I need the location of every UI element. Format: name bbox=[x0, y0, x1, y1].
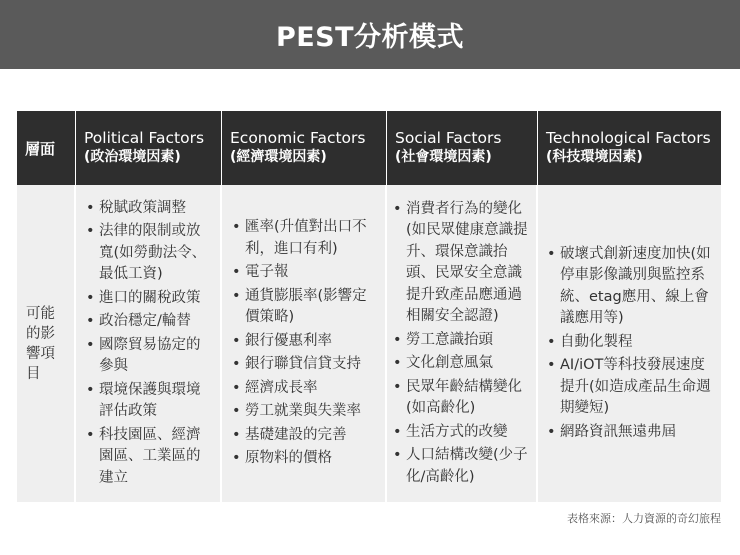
header-row bbox=[17, 111, 721, 185]
pest-table bbox=[17, 111, 721, 502]
list-item: • 環境保護與環境評估政策 bbox=[86, 380, 214, 423]
list-item: • 進口的關稅政策 bbox=[86, 288, 214, 310]
row-label: 可能的影響項目 bbox=[17, 185, 76, 502]
header-economic-en: Economic Factors bbox=[230, 129, 366, 147]
list-item: • 電子報 bbox=[232, 262, 379, 284]
list-item: • 銀行聯貸信貸支持 bbox=[232, 354, 379, 376]
header-social-zh: (社會環境因素) bbox=[395, 149, 492, 165]
list-item: • 銀行優惠利率 bbox=[232, 331, 379, 353]
list-item: • 原物料的價格 bbox=[232, 448, 379, 470]
header-technological bbox=[538, 111, 721, 185]
list-item: • 文化創意風氣 bbox=[393, 353, 530, 375]
list-item: • 稅賦政策調整 bbox=[86, 198, 214, 220]
header-technological-en: Technological Factors bbox=[546, 129, 711, 147]
list-item: • 科技園區、經濟園區、工業區的建立 bbox=[86, 425, 214, 490]
list-item: • 勞工意識抬頭 bbox=[393, 330, 530, 352]
list-item: • 通貨膨脹率(影響定價策略) bbox=[232, 286, 379, 329]
political-list bbox=[76, 198, 220, 490]
impact-row bbox=[17, 185, 721, 502]
source-caption: 表格來源：人力資源的奇幻旅程 bbox=[567, 512, 721, 525]
page-title: PEST分析模式 bbox=[275, 22, 465, 53]
header-economic-zh: (經濟環境因素) bbox=[230, 149, 327, 165]
social-cell bbox=[387, 185, 538, 502]
header-political-en: Political Factors bbox=[84, 129, 205, 147]
header-political bbox=[76, 111, 222, 185]
list-item: • 匯率(升值對出口不利，進口有利) bbox=[232, 217, 379, 260]
political-cell bbox=[76, 185, 222, 502]
list-item: • 民眾年齡結構變化(如高齡化) bbox=[393, 377, 530, 420]
list-item: • 人口結構改變(少子化/高齡化) bbox=[393, 445, 530, 488]
list-item: • 基礎建設的完善 bbox=[232, 425, 379, 447]
header-economic bbox=[222, 111, 387, 185]
header-technological-zh: (科技環境因素) bbox=[546, 149, 643, 165]
economic-cell bbox=[222, 185, 387, 502]
header-social-en: Social Factors bbox=[395, 129, 502, 147]
list-item: • 勞工就業與失業率 bbox=[232, 401, 379, 423]
list-item: • 法律的限制或放寬(如勞動法令、最低工資) bbox=[86, 221, 214, 286]
title-banner bbox=[0, 0, 740, 69]
list-item: • 網路資訊無遠弗屆 bbox=[547, 422, 711, 444]
list-item: • AI/iOT等科技發展速度提升(如造成產品生命週期變短) bbox=[547, 355, 711, 420]
technological-list bbox=[538, 244, 721, 444]
technological-cell bbox=[538, 185, 721, 502]
list-item: • 消費者行為的變化(如民眾健康意識提升、環保意識抬頭、民眾安全意識提升致產品應通過相關安全認證) bbox=[393, 199, 530, 328]
economic-list bbox=[222, 217, 385, 470]
list-item: • 國際貿易協定的參與 bbox=[86, 335, 214, 378]
header-dimension: 層面 bbox=[17, 111, 76, 185]
list-item: • 政治穩定/輪替 bbox=[86, 311, 214, 333]
header-social bbox=[387, 111, 538, 185]
list-item: • 破壞式創新速度加快(如停車影像識別與監控系統、etag應用、線上會議應用等) bbox=[547, 244, 711, 330]
social-list bbox=[387, 199, 536, 489]
list-item: • 自動化製程 bbox=[547, 332, 711, 354]
header-political-zh: (政治環境因素) bbox=[84, 149, 181, 165]
list-item: • 經濟成長率 bbox=[232, 378, 379, 400]
list-item: • 生活方式的改變 bbox=[393, 422, 530, 444]
